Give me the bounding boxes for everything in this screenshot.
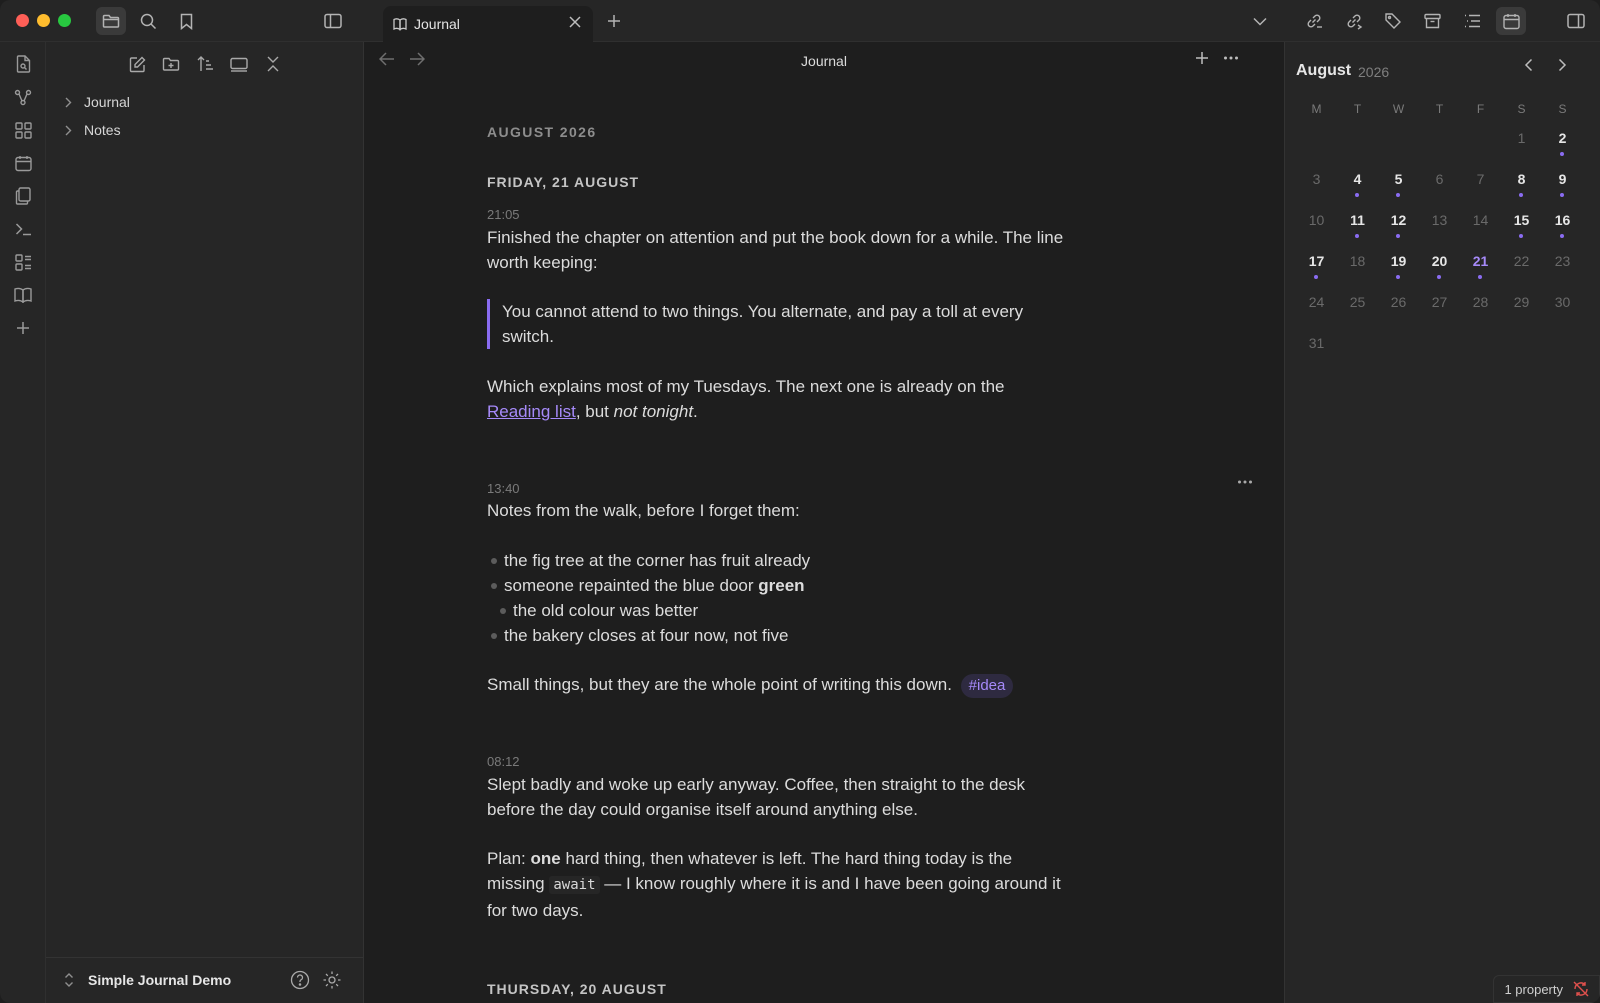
close-icon[interactable] [569,16,581,28]
outgoing-links-icon[interactable] [1339,7,1369,35]
day-heading: FRIDAY, 21 AUGUST [487,174,640,190]
properties-count[interactable]: 1 property [1504,981,1563,997]
text-span: . [693,402,698,421]
tag-icon[interactable] [1378,7,1408,35]
calendar-blank [1378,122,1419,163]
minimize-window-button[interactable] [37,14,50,27]
reading-list-link[interactable]: Reading list [487,402,576,421]
day-heading: THURSDAY, 20 AUGUST [487,981,667,997]
entry-more-options-icon[interactable] [1237,475,1253,489]
calendar-day[interactable]: 20 [1419,245,1460,286]
calendar-day[interactable]: 19 [1378,245,1419,286]
note-dot [1519,193,1523,197]
calendar-day[interactable]: 9 [1542,163,1583,204]
tab-list-chevron-down-icon[interactable] [1245,7,1275,35]
bold-text: one [530,849,561,868]
help-icon[interactable] [290,970,310,990]
search-icon[interactable] [133,7,163,35]
book-icon [393,17,407,31]
calendar-day[interactable]: 4 [1337,163,1378,204]
calendar-day[interactable]: 31 [1308,335,1325,351]
ribbon [0,42,46,1003]
calendar-day[interactable]: 5 [1378,163,1419,204]
maximize-window-button[interactable] [58,14,71,27]
note-dot [1437,275,1441,279]
note-dot [1560,152,1564,156]
calendar-day[interactable]: 17 [1296,245,1337,286]
entry-time: 08:12 [487,754,520,769]
bullet-list [487,548,1067,648]
note-dot [1519,234,1523,238]
file-explorer-actions [122,50,288,78]
calendar-day[interactable]: 14 [1472,212,1489,228]
bases-icon[interactable] [8,248,38,276]
collapse-all-icon[interactable] [258,50,288,78]
templates-icon[interactable] [8,182,38,210]
note-dot [1355,234,1359,238]
calendar-day[interactable]: 22 [1513,253,1530,269]
bookmark-icon[interactable] [171,7,201,35]
vault-switcher-icon[interactable] [64,972,74,988]
daily-note-icon[interactable] [8,149,38,177]
calendar-day[interactable]: 30 [1554,294,1571,310]
weekday-label: T [1435,102,1444,116]
calendar-year: 2026 [1358,64,1390,80]
entry-paragraph[interactable] [487,672,1067,698]
chevron-left-icon[interactable] [1524,58,1534,72]
month-heading: AUGUST 2026 [487,124,597,140]
backlinks-icon[interactable] [1299,7,1329,35]
calendar-day[interactable]: 3 [1312,171,1321,187]
weekday-label: M [1311,102,1322,116]
entry-paragraph[interactable]: Finished the chapter on attention and put the book down for a while. The line worth keeping: [487,228,1064,272]
calendar-day[interactable]: 27 [1431,294,1448,310]
inline-code: await [549,876,599,894]
calendar-day[interactable]: 11 [1337,204,1378,245]
calendar-day[interactable]: 13 [1431,212,1448,228]
vault-bar [46,957,364,1003]
more-options-icon[interactable] [1223,51,1239,65]
tree-item-label: Journal [84,94,130,110]
outline-icon[interactable] [1457,7,1487,35]
weekday-label: W [1392,102,1405,116]
text-span: , but [575,402,614,421]
italic-text: not tonight [613,402,694,421]
calendar-blank [1296,122,1337,163]
command-palette-icon[interactable] [8,215,38,243]
note-dot [1560,193,1564,197]
weekday-label: S [1558,102,1567,116]
toggle-right-sidebar-icon[interactable] [1561,7,1591,35]
entry-time: 21:05 [487,207,520,222]
tree-item-journal[interactable] [64,89,130,115]
toggle-left-sidebar-icon[interactable] [318,7,348,35]
entry-paragraph[interactable] [487,846,1065,923]
text-span: — I know roughly where it is and I have been going around it for two days. [487,874,1061,920]
note-dot [1396,275,1400,279]
calendar-grid [1296,96,1586,368]
entry-paragraph[interactable]: Slept badly and woke up early anyway. Coffee, then straight to the desk before the day could organise itself around anything else. [487,775,1026,819]
file-explorer [46,42,364,1003]
calendar-day[interactable]: 29 [1513,294,1530,310]
calendar-blank [1460,122,1501,163]
weekday-label: T [1353,102,1362,116]
tab-title: Journal [414,16,460,32]
calendar-day[interactable]: 23 [1554,253,1571,269]
note-dot [1396,193,1400,197]
calendar-icon[interactable] [1496,7,1526,35]
canvas-icon[interactable] [8,116,38,144]
chevron-right-icon[interactable] [1557,58,1567,72]
tree-item-notes[interactable] [64,117,121,143]
note-dot [1560,234,1564,238]
weekday-label: F [1476,102,1485,116]
sort-icon[interactable] [190,50,220,78]
list-item[interactable] [487,573,1067,598]
close-window-button[interactable] [16,14,29,27]
calendar-panel [1284,42,1600,1003]
tree-item-label: Notes [84,122,121,138]
calendar-day[interactable]: 10 [1308,212,1325,228]
chevron-right-icon [64,97,80,108]
status-bar [1493,975,1600,1003]
add-entry-icon[interactable] [1195,51,1209,65]
note-dot [1355,193,1359,197]
text-span: Small things, but they are the whole point of writing this down. [487,675,952,694]
reading-icon[interactable] [8,281,38,309]
note-dot [1478,275,1482,279]
new-note-icon[interactable] [8,50,38,78]
text-span: someone repainted the blue door [504,576,759,595]
calendar-day[interactable]: 16 [1542,204,1583,245]
entry-time: 13:40 [487,481,520,496]
tag-idea[interactable]: #idea [961,674,1014,698]
blockquote[interactable]: You cannot attend to two things. You alternate, and pay a toll at every switch. [487,299,1067,349]
calendar-day[interactable]: 24 [1308,294,1325,310]
editor-pane [365,42,1283,1003]
settings-gear-icon[interactable] [322,970,342,990]
note-dot [1396,234,1400,238]
calendar-day[interactable]: 8 [1501,163,1542,204]
calendar-day[interactable]: 28 [1472,294,1489,310]
archive-icon[interactable] [1417,7,1447,35]
graph-icon[interactable] [8,83,38,111]
text-span: hard thing, then whatever is left. The hard thing today is the missing [487,849,1013,893]
list-item[interactable]: the bakery closes at four now, not five [487,623,1067,648]
add-icon[interactable] [8,314,38,342]
calendar-day[interactable]: 12 [1378,204,1419,245]
tab-journal[interactable] [383,6,593,42]
calendar-month: August [1296,62,1352,79]
chevron-right-icon [64,125,80,136]
new-folder-icon[interactable] [156,50,186,78]
entry-paragraph[interactable] [487,374,1067,424]
calendar-day[interactable]: 2 [1542,122,1583,163]
calendar-day[interactable]: 26 [1390,294,1407,310]
list-item[interactable]: the fig tree at the corner has fruit already [487,548,1067,573]
list-item[interactable]: the old colour was better [487,598,1067,623]
view-title: Journal [801,53,847,69]
collapse-view-icon[interactable] [224,50,254,78]
calendar-blank [1337,122,1378,163]
calendar-day[interactable]: 21 [1460,245,1501,286]
calendar-day[interactable]: 25 [1349,294,1366,310]
title-bar [0,0,1600,42]
files-icon[interactable] [96,7,126,35]
weekday-label: S [1517,102,1526,116]
vault-name[interactable]: Simple Journal Demo [88,972,232,988]
text-span: Plan: [487,849,531,868]
new-note-pencil-icon[interactable] [122,50,152,78]
text-span: Which explains most of my Tuesdays. The next one is already on the [487,377,1005,396]
calendar-day[interactable]: 1 [1517,130,1526,146]
calendar-day[interactable]: 15 [1501,204,1542,245]
calendar-day[interactable]: 18 [1349,253,1366,269]
calendar-blank [1419,122,1460,163]
new-tab-button[interactable] [600,7,628,35]
bold-text: green [758,576,805,595]
sync-off-icon[interactable] [1573,981,1589,997]
entry-paragraph[interactable]: Notes from the walk, before I forget them: [487,501,800,520]
calendar-day[interactable]: 6 [1435,171,1444,187]
calendar-day[interactable]: 7 [1476,171,1485,187]
note-dot [1314,275,1318,279]
